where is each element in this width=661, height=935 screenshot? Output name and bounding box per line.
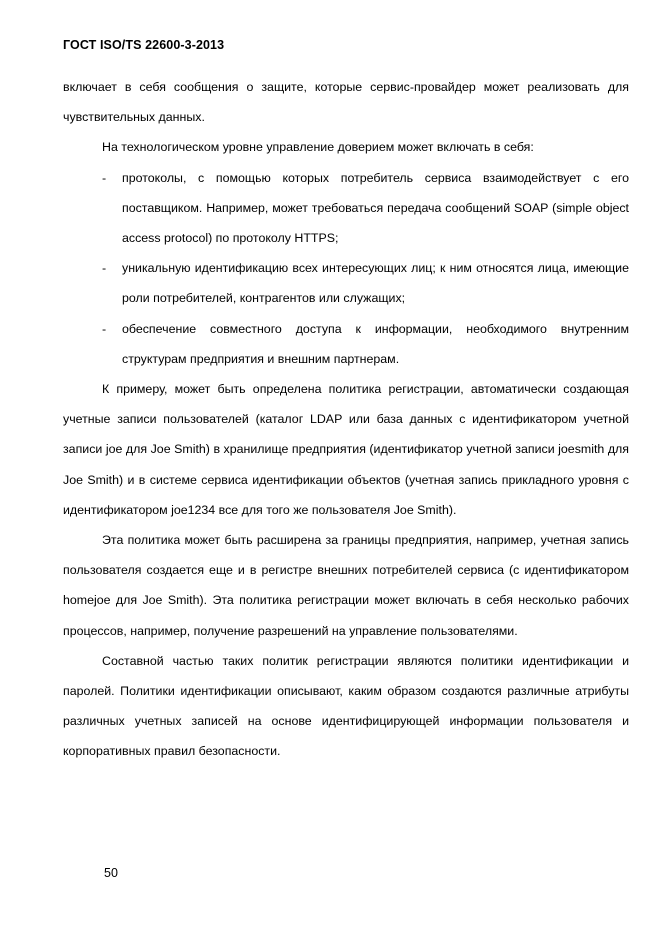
list-item (63, 314, 629, 374)
paragraph-registration-policy: К примеру, может быть определена политика регистрации, автоматически создающая учетные записи пользователей (каталог LDAP или база данных с идентификатором учетной записи joe для Joe Smith) в хранилище предприятия (идентификатор учетной записи joesmith для Joe Smith) и в системе сервиса идентификации объектов (учетная запись прикладного уровня с идентификатором joe1234 все для того же пользователя Joe Smith). (63, 382, 629, 517)
document-header: ГОСТ ISO/TS 22600-3-2013 (63, 38, 225, 52)
list-item-text: протоколы, с помощью которых потребитель сервиса взаимодействует с его поставщиком. Например, может требоваться передача сообщений SOAP (simple object access protocol) по протоколу HTTPS; (122, 170, 629, 246)
list-item (63, 163, 629, 254)
paragraph-trust-intro: На технологическом уровне управление доверием может включать в себя: (102, 140, 534, 155)
paragraph-policy-extension: Эта политика может быть расширена за границы предприятия, например, учетная запись пользователя создается еще и в регистре внешних потребителей сервиса (с идентификатором homejoe для Joe Smith). Эта политика регистрации может включать в себя несколько рабочих процессов, например, получение разрешений на управление пользователями. (63, 533, 629, 638)
paragraph-identification-policies: Составной частью таких политик регистрации являются политики идентификации и паролей. Политики идентификации описывают, каким образом создаются различные атрибуты различных учетных записей на основе идентифицирующей информации пользователя и корпоративных правил безопасности. (63, 653, 629, 759)
list-item (63, 253, 629, 313)
paragraph-continuation: включает в себя сообщения о защите, которые сервис-провайдер может реализовать для чувствительных данных. (63, 80, 629, 125)
list-dash: - (102, 261, 107, 276)
list-item-text: обеспечение совместного доступа к информации, необходимого внутренним структурам предприятия и внешним партнерам. (122, 321, 629, 366)
bullet-list (63, 163, 629, 374)
list-dash: - (102, 170, 107, 185)
list-dash: - (102, 321, 107, 336)
list-item-text: уникальную идентификацию всех интересующих лиц; к ним относятся лица, имеющие роли потребителей, контрагентов или служащих; (122, 261, 629, 306)
page-number: 50 (104, 866, 118, 880)
document-body (63, 72, 629, 767)
